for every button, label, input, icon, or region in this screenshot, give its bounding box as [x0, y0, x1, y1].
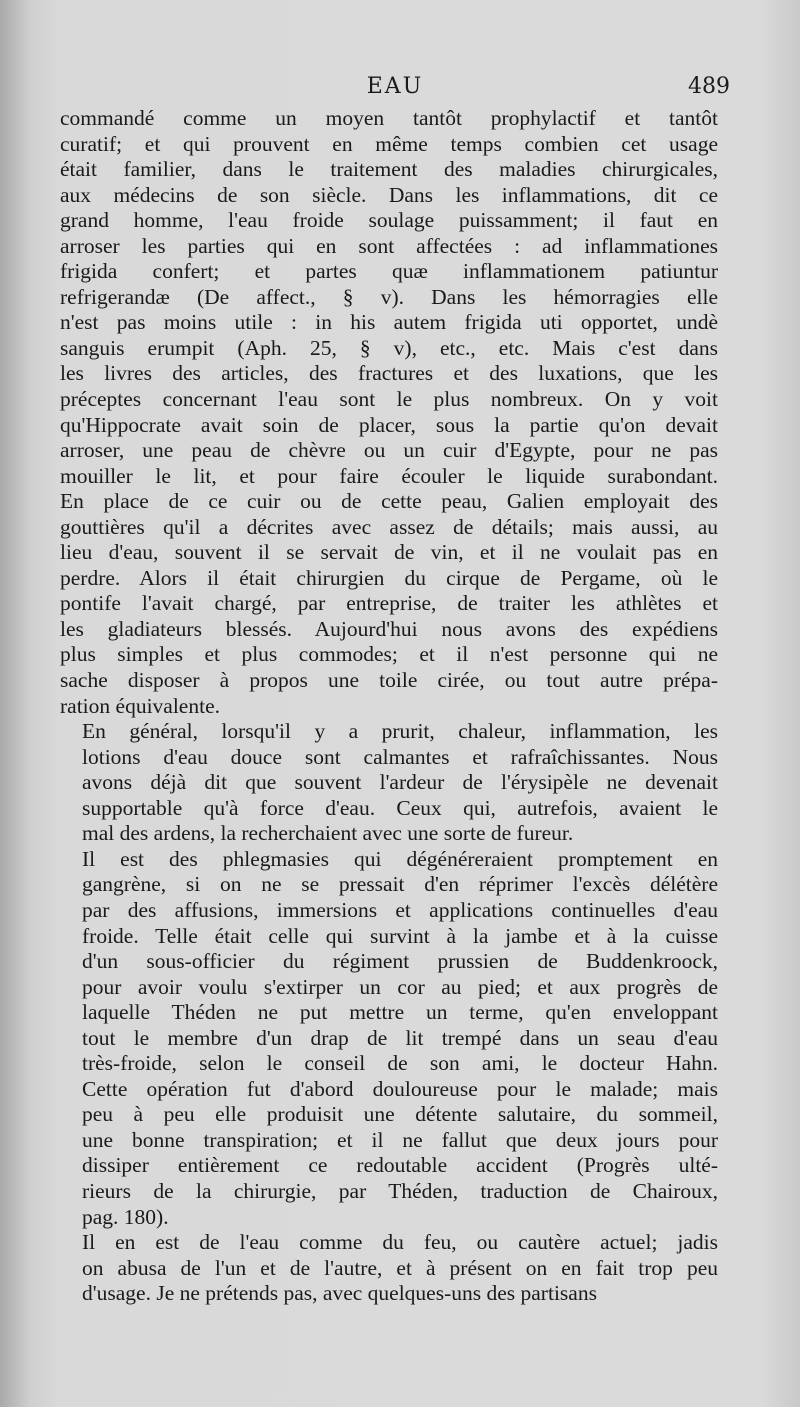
paragraph [60, 1230, 718, 1307]
text-line: pag. 180). [82, 1204, 169, 1229]
text-line: qu'Hippocrate avait soin de placer, sous la partie qu'on devait [60, 412, 718, 437]
text-line: lotions d'eau douce sont calmantes et rafraîchissantes. Nous [82, 744, 718, 769]
text-line: ration équivalente. [60, 693, 220, 718]
page-header [60, 74, 730, 104]
text-line: peu à peu elle produisit une détente salutaire, du sommeil, [82, 1102, 718, 1127]
text-line: mal des ardens, la recherchaient avec une sorte de fureur. [82, 821, 574, 846]
text-line: sache disposer à propos une toile cirée, ou tout autre prépa- [60, 668, 718, 693]
text-line: était familier, dans le traitement des maladies chirurgicales, [60, 157, 718, 182]
text-line: sanguis erumpit (Aph. 25, § v), etc., etc. Mais c'est dans [60, 335, 718, 360]
paragraph [60, 847, 718, 1230]
text-line: supportable qu'à force d'eau. Ceux qui, autrefois, avaient le [82, 795, 718, 820]
text-line: lieu d'eau, souvent il se servait de vin, et il ne voulait pas en [60, 540, 718, 565]
text-line: commandé comme un moyen tantôt prophylactif et tantôt [60, 106, 718, 130]
text-line: arroser, une peau de chèvre ou un cuir d'Egypte, pour ne pas [60, 438, 718, 463]
text-line: refrigerandæ (De affect., § v). Dans les hémorragies elle [60, 284, 718, 309]
text-line: En place de ce cuir ou de cette peau, Galien employait des [60, 489, 718, 514]
text-line: pour avoir voulu s'extirper un cor au pied; et aux progrès de [82, 974, 718, 999]
text-line: gangrène, si on ne se pressait d'en réprimer l'excès délétère [82, 872, 718, 897]
text-line: mouiller le lit, et pour faire écouler le liquide surabondant. [60, 463, 718, 488]
text-line: laquelle Théden ne put mettre un terme, qu'en enveloppant [82, 1000, 718, 1025]
body-text [60, 106, 718, 1307]
text-line: Cette opération fut d'abord douloureuse pour le malade; mais [82, 1076, 718, 1101]
paragraph [60, 106, 718, 719]
text-line: gouttières qu'il a décrites avec assez de détails; mais aussi, au [60, 514, 718, 539]
text-line: frigida confert; et partes quæ inflammationem patiuntur [60, 259, 718, 284]
text-line: tout le membre d'un drap de lit trempé dans un seau d'eau [82, 1025, 718, 1050]
text-line: les gladiateurs blessés. Aujourd'hui nous avons des expédiens [60, 616, 718, 641]
running-title: EAU [366, 74, 424, 99]
text-line: une bonne transpiration; et il ne fallut que deux jours pour [82, 1127, 718, 1152]
text-line: aux médecins de son siècle. Dans les inflammations, dit ce [60, 182, 718, 207]
text-line: on abusa de l'un et de l'autre, et à présent on en fait trop peu [82, 1255, 718, 1280]
text-line: plus simples et plus commodes; et il n'est personne qui ne [60, 642, 718, 667]
text-line: avons déjà dit que souvent l'ardeur de l'érysipèle ne devenait [82, 770, 718, 795]
text-line: préceptes concernant l'eau sont le plus nombreux. On y voit [60, 387, 718, 412]
text-line: n'est pas moins utile : in his autem frigida uti opportet, undè [60, 310, 718, 335]
text-line: Il en est de l'eau comme du feu, ou cautère actuel; jadis [82, 1230, 718, 1255]
paragraph [60, 719, 718, 847]
text-line: perdre. Alors il était chirurgien du cirque de Pergame, où le [60, 565, 718, 590]
text-line: curatif; et qui prouvent en même temps combien cet usage [60, 131, 718, 156]
text-line: d'un sous-officier du régiment prussien de Buddenkroock, [82, 949, 718, 974]
text-line: très-froide, selon le conseil de son ami, le docteur Hahn. [82, 1051, 718, 1076]
text-line: En général, lorsqu'il y a prurit, chaleur, inflammation, les [82, 719, 718, 744]
text-line: Il est des phlegmasies qui dégénéreraient promptement en [82, 846, 718, 871]
text-line: froide. Telle était celle qui survint à la jambe et à la cuisse [82, 923, 718, 948]
text-line: grand homme, l'eau froide soulage puissamment; il faut en [60, 208, 718, 233]
text-line: par des affusions, immersions et applications continuelles d'eau [82, 897, 718, 922]
text-line: pontife l'avait chargé, par entreprise, de traiter les athlètes et [60, 591, 718, 616]
text-line: arroser les parties qui en sont affectées : ad inflammationes [60, 233, 718, 258]
text-line: d'usage. Je ne prétends pas, avec quelques-uns des partisans [82, 1281, 597, 1306]
page-number: 489 [688, 74, 730, 99]
text-line: les livres des articles, des fractures et des luxations, que les [60, 361, 718, 386]
text-line: dissiper entièrement ce redoutable accident (Progrès ulté- [82, 1153, 718, 1178]
text-line: rieurs de la chirurgie, par Théden, traduction de Chairoux, [82, 1178, 718, 1203]
